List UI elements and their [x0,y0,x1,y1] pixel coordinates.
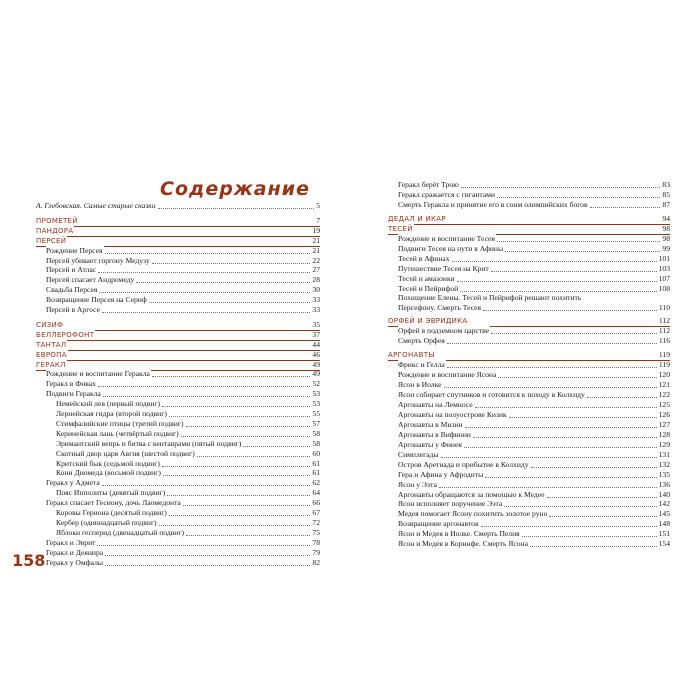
toc-entry-title: СИЗИФ [36,320,64,329]
toc-entry [398,303,670,313]
toc-entry [398,420,670,430]
toc-entry-page: 98 [662,233,670,243]
toc-entry [398,264,670,274]
toc-entry [398,400,670,410]
toc-leader-dots [547,497,657,498]
toc-entry [398,480,670,490]
toc-leader-dots [441,457,657,458]
toc-entry [398,460,670,470]
toc-leader-dots [473,437,657,438]
toc-entry [398,410,670,420]
toc-entry-page: 61 [312,458,320,468]
toc-entry-page: 58 [312,438,320,448]
toc-entry-title: Подвиги Тесея на пути в Афины [398,243,504,253]
toc-entry-page: 129 [658,439,670,449]
toc-entry [398,234,670,244]
toc-entry-title: Геракл берёт Трою [398,180,459,189]
toc-entry-page: 110 [658,303,670,313]
toc-entry-title: Тесей в Афинах [398,253,450,263]
toc-entry-page: 94 [662,213,670,223]
toc-entry-title: Кербер (одиннадцатый подвиг) [56,517,157,527]
toc-entry-page: 154 [658,539,670,549]
toc-entry-page: 44 [312,339,320,349]
toc-entry-title: Лернейская гидра (второй подвиг) [56,409,167,418]
toc-entry-title: ДЕДАЛ И ИКАР [388,214,446,223]
toc-entry-page: 30 [312,285,320,295]
toc-entry-title: Геракл у Адмета [46,478,100,488]
toc-entry-title: Рождение и воспитание Тесея [398,233,495,243]
toc-entry-title: Ясон в Иолке [398,380,442,390]
toc-leader-dots [481,526,657,527]
toc-entry-title: Тесей и амазонки [398,273,455,283]
toc-entry-page: 151 [658,529,670,539]
toc-leader-dots [444,387,657,388]
toc-entry-page: 46 [312,349,320,359]
toc-entry [398,293,670,303]
toc-leader-dots [497,241,660,242]
toc-entry-title: Пояс Ипполиты (девятый подвиг) [56,488,166,498]
toc-entry [398,430,670,440]
toc-entry-title: ГЕРАКЛ [36,360,66,369]
toc-entry-title: Аргонавты на Лемносе [398,399,473,409]
toc-leader-dots [498,377,656,378]
toc-entry-page: 87 [662,199,670,209]
toc-leader-dots [465,427,657,428]
toc-entry [398,360,670,370]
toc-entry-title: Геракл и Эврит [46,537,96,547]
toc-entry-page: 119 [658,360,670,370]
toc-entry-page: 78 [312,537,320,547]
toc-entry-page: 101 [658,253,670,263]
toc-entry-title: Аргонавты на полуострове Кизик [398,409,507,419]
toc-leader-dots [457,281,657,282]
toc-entry-page: 35 [312,319,320,329]
toc-entry [398,519,670,529]
toc-entry-page: 7 [316,215,320,225]
toc-entry [398,440,670,450]
toc-entry-page: 131 [658,449,670,459]
toc-entry-title: А. Глебовская. Самые старые сказки [36,201,156,210]
toc-entry-title: Немейский лев (первый подвиг) [56,399,161,409]
toc-entry [398,244,670,254]
toc-entry-title: ТЕСЕЙ [388,224,413,233]
toc-entry-page: 28 [312,275,320,285]
toc-entry-title: Ясон и Медея в Иолке. Смерть Пелия [398,529,520,539]
toc-entry-title: БЕЛЛЕРОФОНТ [36,330,95,339]
toc-entry [398,336,670,346]
toc-entry-title: Кони Диомеда (восьмой подвиг) [56,468,161,478]
toc-leader-dots [590,207,661,208]
toc-entry-page: 61 [312,468,320,478]
toc-entry-page: 82 [312,557,320,567]
toc-entry-page: 52 [312,379,320,389]
toc-entry-page: 27 [312,265,320,275]
toc-entry-title: ЕВРОПА [36,350,67,359]
toc-entry-page: 107 [658,273,670,283]
toc-entry-page: 145 [658,509,670,519]
toc-entry-page: 21 [312,235,320,245]
toc-entry-page: 53 [312,389,320,399]
toc-leader-dots [452,261,657,262]
toc-entry [398,284,670,294]
toc-entry-page: 108 [658,283,670,293]
toc-entry-page: 122 [658,390,670,399]
toc-entry-page: 126 [658,409,670,419]
toc-entry-page: 62 [312,478,320,488]
toc-entry [398,254,670,264]
toc-leader-dots [475,407,657,408]
toc-entry-page: 136 [658,479,670,489]
toc-entry-page: 112 [658,326,670,336]
toc-entry-title: Смерть Геракла и принятие его в сонм олимпийских богов [398,199,588,209]
toc-entry-page: 127 [658,419,670,429]
toc-leader-dots [439,487,657,488]
toc-leader-dots [530,546,657,547]
toc-leader-dots [447,343,657,344]
toc-entry [398,470,670,480]
page-number: 158 [12,551,46,570]
toc-entry-page: 53 [312,399,320,409]
toc-leader-dots [485,477,656,478]
toc-entry-page: 60 [312,448,320,458]
toc-entry-page: 120 [658,370,670,380]
toc-entry-title: ТАНТАЛ [36,340,67,349]
toc-leader-dots [461,187,661,188]
toc-leader-dots [522,536,657,537]
toc-entry-title: Критский бык (седьмой подвиг) [56,458,160,468]
toc-entry [398,370,670,380]
toc-entry-page: 128 [658,429,670,439]
toc-entry-title: Ясон у Ээта [398,479,437,489]
toc-entry-title: ПАНДОРА [36,226,74,235]
toc-entry-title: Эримантский вепрь и битва с кентаврами (пятый подвиг) [56,438,242,448]
toc-leader-dots [504,506,656,507]
toc-entry-title: Подвиги Геракла [46,389,101,399]
toc-entry-title: ПРОМЕТЕЙ [36,216,78,225]
toc-entry-title: Рождение и воспитание Ясона [398,370,497,380]
toc-entry [398,274,670,284]
toc-entry-title: Симплегады [398,449,439,459]
toc-entry [398,509,670,519]
toc-entry-page: 99 [662,243,670,253]
toc-entry-page: 85 [662,189,670,199]
toc-entry-title: Аргонавты обращаются за помощью к Медее [398,489,545,499]
toc-leader-dots [483,310,657,311]
toc-entry-page: 21 [312,245,320,255]
toc-entry-title: ПЕРСЕЙ [36,236,67,245]
toc-entry-title: Яблоки гесперид (двенадцатый подвиг) [56,527,184,537]
toc-entry-page: 55 [312,409,320,418]
toc-entry-page: 98 [662,223,670,233]
toc-entry-title: Персей в Аргосе [46,305,100,314]
toc-leader-dots [505,251,660,252]
toc-entry-title: Стимфалийские птицы (третий подвиг) [56,418,184,428]
toc-leader-dots [531,467,657,468]
toc-leader-dots [587,397,657,398]
toc-leader-dots [491,271,657,272]
toc-entry [398,380,670,390]
toc-entry-page: 140 [658,489,670,499]
toc-entry-page: 49 [312,359,320,369]
toc-entry-title: Геракл сражается с гигантами [398,189,496,199]
toc-entry-title: Похищение Елены. Тесей и Пейрифой решают похитить [398,293,582,303]
toc-entry-title: Геракл у Омфалы [46,557,103,567]
toc-leader-dots [447,367,657,368]
toc-entry [398,499,670,509]
toc-entry-title: Ясон собирает спутников и готовится к походу в Колхиду [398,390,585,399]
toc-entry-title: Ясон исполняет поручение Ээта [398,499,503,509]
toc-title: Содержание [160,178,310,200]
toc-entry-title: Медея помогает Ясону похитить золотое руно [398,509,548,519]
toc-entry-page: 67 [312,508,320,517]
toc-entry-title: ОРФЕЙ И ЭВРИДИКА [388,317,468,326]
toc-entry-page: 58 [312,428,320,438]
toc-entry [398,390,670,400]
toc-entry-page: 148 [658,519,670,529]
toc-entry-title: Персей спасает Андромеду [46,275,135,285]
toc-entry-title: Геракл и Деянира [46,547,104,557]
toc-entry-title: Тесей и Пейрифой [398,283,459,293]
toc-entry-title: Возвращение Персея на Сериф [46,295,147,305]
toc-entry [398,326,670,336]
toc-entry-title: Керинейская лань (четвёртый подвиг) [56,428,179,438]
toc-entry-page: 112 [658,316,670,326]
toc-entry-page: 125 [658,399,670,409]
toc-entry-title: Геракл в Фивах [46,379,96,389]
toc-entry-page: 57 [312,418,320,428]
toc-entry-title: Остров Аретиада и прибытие в Колхиду [398,459,529,469]
toc-entry-title: Орфей в подземном царстве [398,326,490,336]
toc-entry-title: Персей и Атлас [46,265,97,275]
toc-entry [398,180,670,190]
toc-entry-title: Геракл спасает Гесиону, дочь Лаомедонта [46,498,181,508]
toc-entry-title: Коровы Гериона (десятый подвиг) [56,508,167,517]
toc-entry [398,200,670,210]
toc-entry-page: 19 [312,225,320,235]
toc-entry-title: Путешествие Тесея на Крит [398,263,489,273]
toc-entry-title: Аргонавты в Мизии [398,419,463,429]
toc-entry-title: Смерть Орфея [398,336,445,346]
toc-entry-page: 116 [658,336,670,346]
toc-entry-title: АРГОНАВТЫ [388,351,435,360]
toc-entry-title: Фрикс и Гелла [398,360,445,370]
toc-entry-page: 33 [312,295,320,305]
toc-entry [398,490,670,500]
toc-entry-page: 37 [312,329,320,339]
toc-entry-page: 66 [312,498,320,508]
toc-entry-page: 5 [316,201,320,210]
toc-entry-title: Свадьба Персея [46,285,98,295]
toc-leader-dots [460,291,656,292]
toc-entry-page: 121 [658,380,670,390]
toc-entry-page: 142 [658,499,670,509]
toc-entry-page: 135 [658,469,670,479]
toc-leader-dots [491,333,657,334]
toc-entry [398,450,670,460]
toc-entry-page: 132 [658,459,670,469]
toc-leader-dots [509,417,657,418]
toc-entry-title: Рождение и воспитание Геракла [46,369,150,379]
toc-entry-title: Скотный двор царя Авгия (шестой подвиг) [56,448,195,458]
toc-entry [398,539,670,549]
toc-entry-page: 22 [312,255,320,265]
toc-entry-page: 119 [658,350,670,360]
toc-leader-dots [549,516,656,517]
toc-entry-page: 79 [312,547,320,557]
toc-entry [398,529,670,539]
toc-entry-page: 64 [312,488,320,498]
toc-entry-page: 83 [662,180,670,189]
toc-entry-page: 49 [312,369,320,379]
toc-entry-page: 75 [312,527,320,537]
toc-entry-title: Персефону. Смерть Тесея [398,303,482,313]
toc-entry-title: Гера и Афина у Афродиты [398,469,484,479]
toc-entry-title: Аргонавты у Финея [398,439,462,449]
toc-entry-title: Возвращение аргонавтов [398,519,479,529]
toc-entry [398,190,670,200]
toc-entry-title: Аргонавты в Вифинии [398,429,471,439]
toc-entry-page: 72 [312,517,320,527]
toc-entry-title: Ясон и Медея в Коринфе. Смерть Ясона [398,539,528,549]
toc-leader-dots [464,447,657,448]
toc-entry-page: 33 [312,305,320,314]
toc-entry-title: Персей убивает горгону Медузу [46,255,150,265]
toc-entry-title: Рождение Персея [46,245,103,255]
toc-leader-dots [497,197,660,198]
toc-entry-page: 103 [658,263,670,273]
